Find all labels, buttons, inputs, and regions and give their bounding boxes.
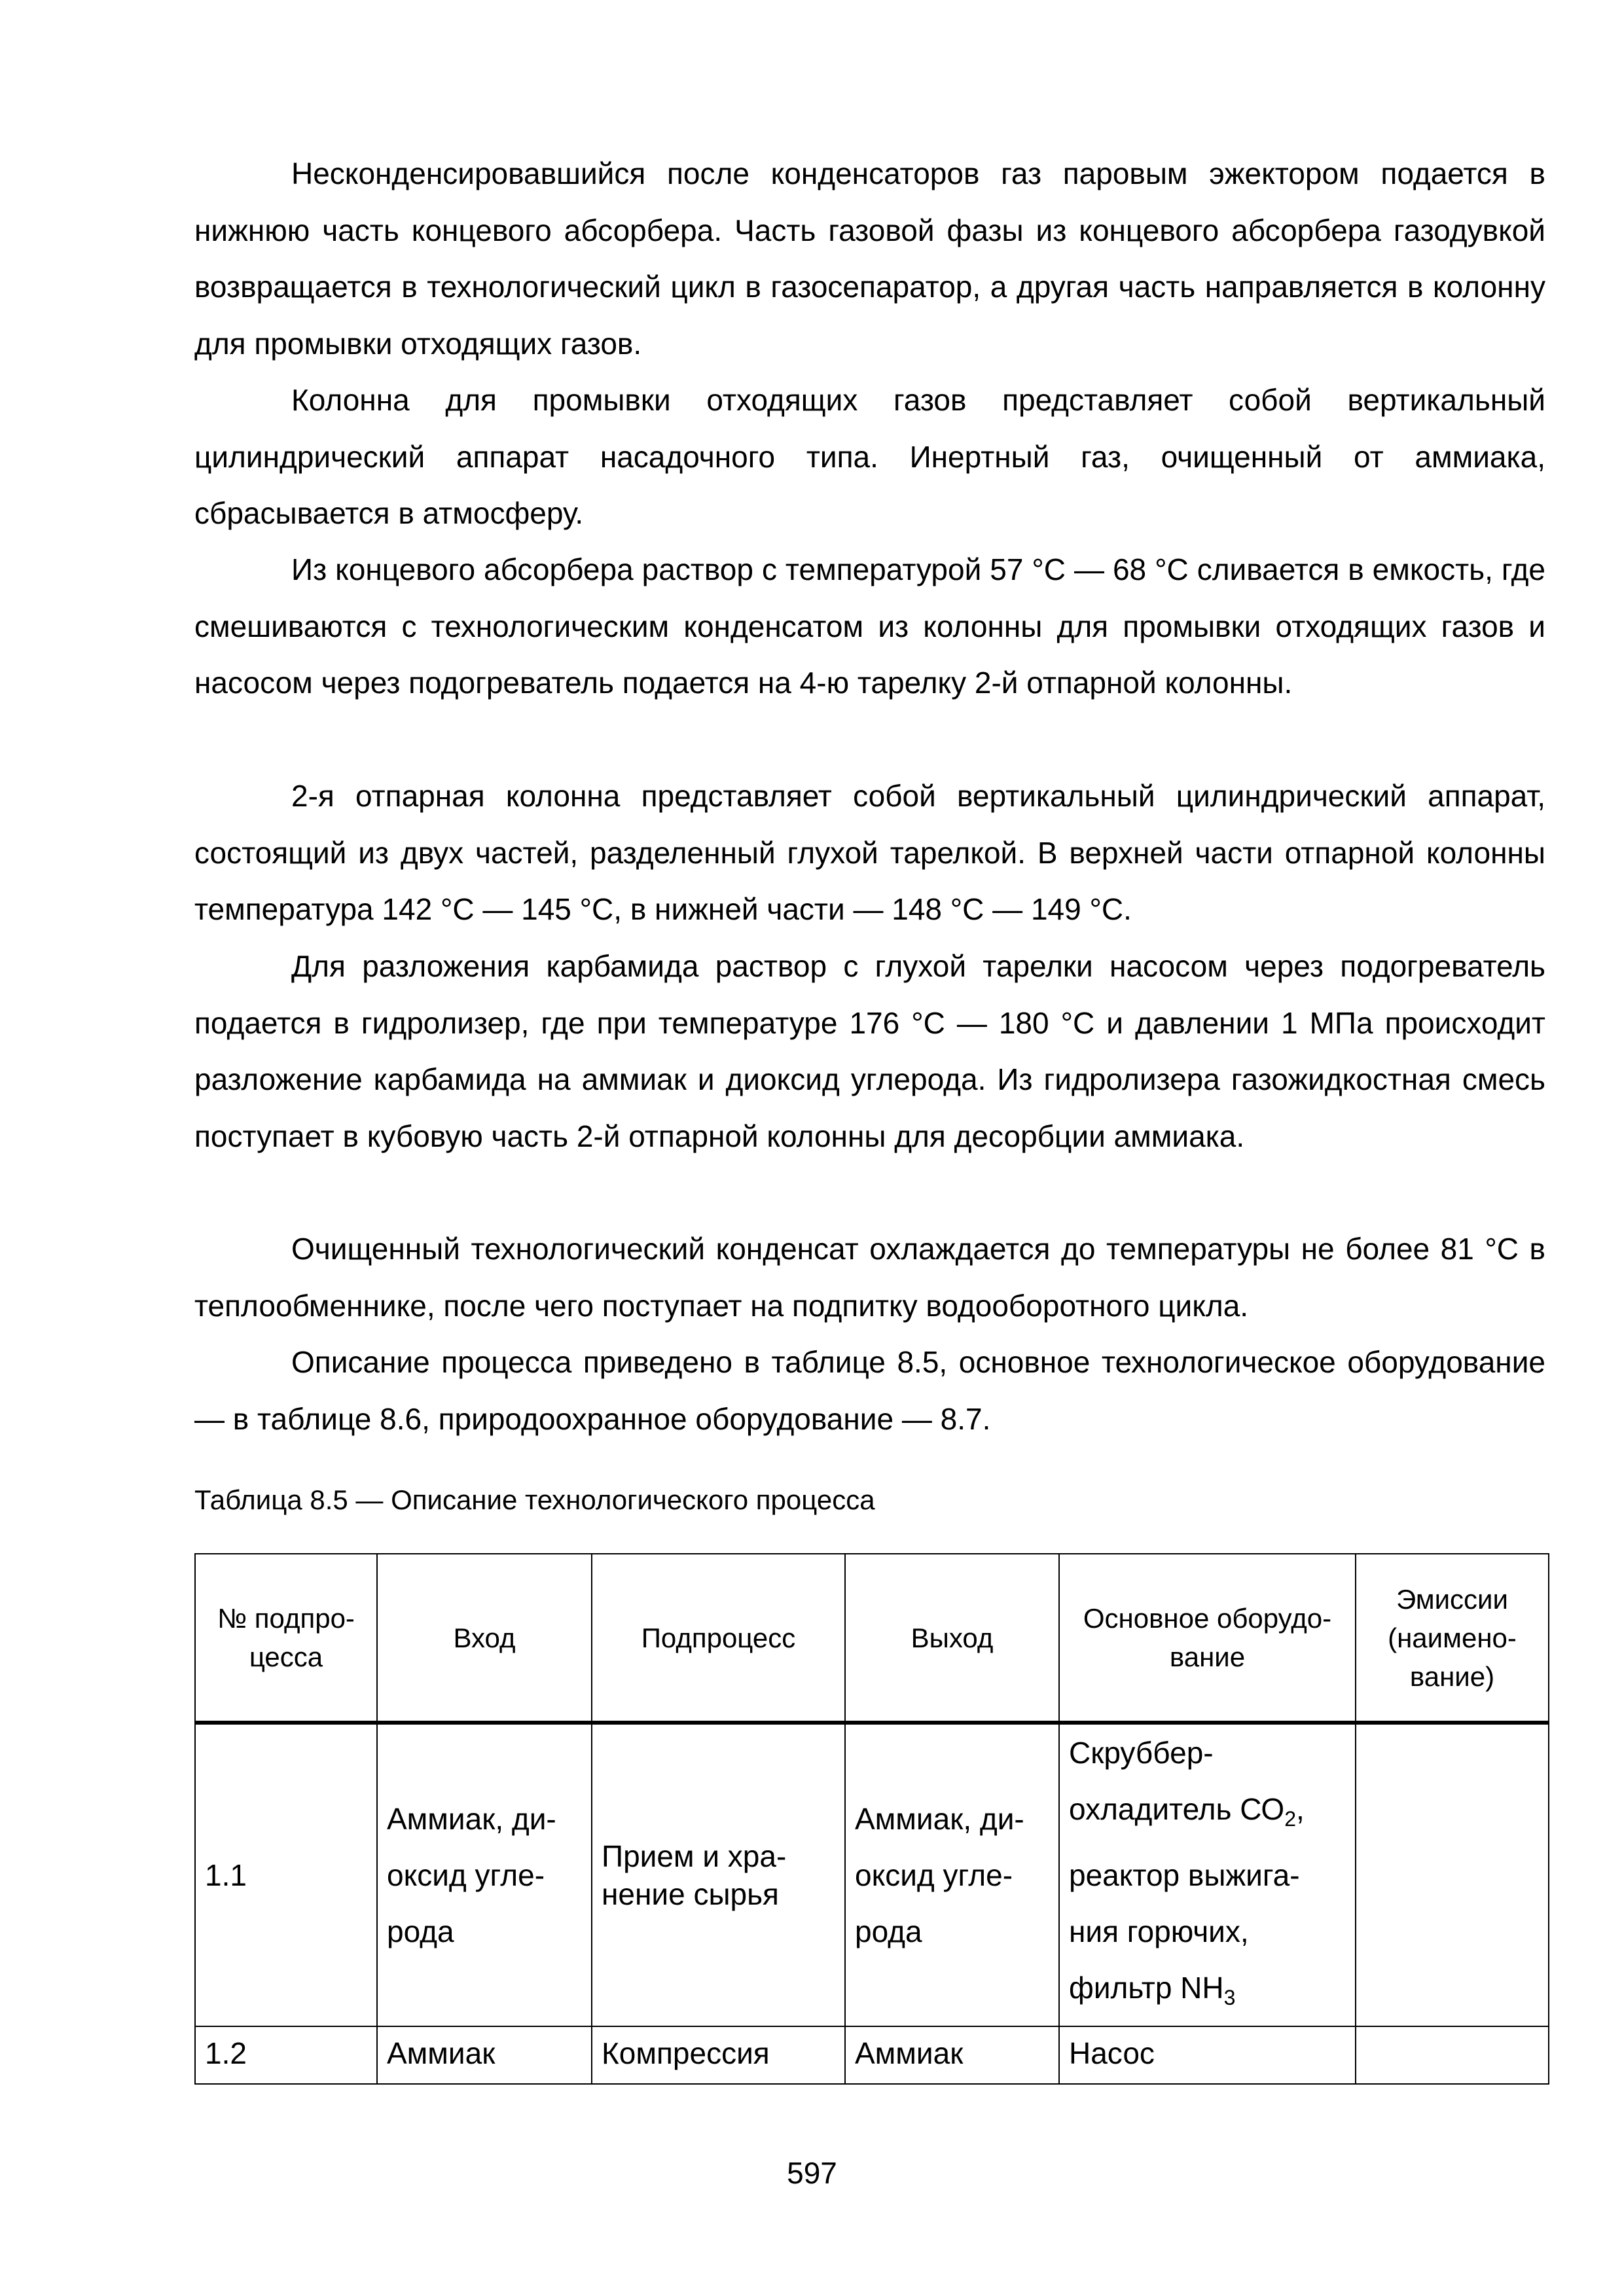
cell-main-equipment: Насос [1059, 2026, 1356, 2084]
cell-subprocess: Компрессия [592, 2026, 845, 2084]
cell-output: Аммиак, ди- оксид угле- рода [845, 1723, 1059, 2026]
cell-emissions [1356, 1723, 1549, 2026]
cell-emissions [1356, 2026, 1549, 2084]
header-output: Выход [845, 1554, 1059, 1723]
cell-input: Аммиак [377, 2026, 592, 2084]
body-paragraph: 2-я отпарная колонна представляет собой вертикальный цилиндрический аппарат, состоящий из двух частей, разделенный глухой тарелкой. В верхней части отпарной колонны температура 142 °С — 145 °С, в нижней части — 148 °С — 149 °С. [194, 779, 1545, 926]
table-caption: Таблица 8.5 — Описание технологического процесса [194, 1484, 875, 1515]
cell-main-equipment: Скруббер- охладитель $СО_2$, реактор выжига- ния горючих, фильтр $NH_3$ [1059, 1723, 1356, 2026]
cell-subprocess-number: 1.2 [195, 2026, 377, 2084]
process-table [194, 1553, 1549, 2085]
table-row [195, 1723, 1549, 2026]
body-paragraph: Для разложения карбамида раствор с глухой тарелки насосом через подогреватель подается в гидролизер, где при температуре 176 °С — 180 °С и давлении 1 МПа происходит разложение карбамида на аммиак и диоксид углерода. Из гидролизера газожидкостная смесь поступает в кубовую часть 2-й отпарной колонны для десорбции аммиака. [194, 949, 1545, 1153]
body-paragraph: Очищенный технологический конденсат охлаждается до температуры не более 81 °С в теплообменнике, после чего поступает на подпитку водооборотного цикла. [194, 1232, 1545, 1323]
cell-output: Аммиак [845, 2026, 1059, 2084]
cell-subprocess: Прием и хра- нение сырья [592, 1723, 845, 2026]
cell-input: Аммиак, ди- оксид угле- рода [377, 1723, 592, 2026]
body-paragraph: Описание процесса приведено в таблице 8.5, основное технологическое оборудование — в таблице 8.6, природоохранное оборудование — 8.7. [194, 1345, 1545, 1436]
cell-subprocess-number: 1.1 [195, 1723, 377, 2026]
header-subprocess: Подпроцесс [592, 1554, 845, 1723]
header-main-equipment: Основное оборудо- вание [1059, 1554, 1356, 1723]
header-emissions: Эмиссии (наимено- вание) [1356, 1554, 1549, 1723]
table-row [195, 2026, 1549, 2084]
page-number: 597 [787, 2156, 837, 2190]
table-header-row [195, 1554, 1549, 1723]
body-paragraph: Колонна для промывки отходящих газов представляет собой вертикальный цилиндрический аппарат насадочного типа. Инертный газ, очищенный от аммиака, сбрасывается в атмосферу. [194, 383, 1545, 530]
body-paragraph: Несконденсировавшийся после конденсаторов газ паровым эжектором подается в нижнюю часть концевого абсорбера. Часть газовой фазы из концевого абсорбера газодувкой возвращается в технологический цикл в газосепаратор, а другая часть направляется в колонну для промывки отходящих газов. [194, 156, 1545, 361]
header-input: Вход [377, 1554, 592, 1723]
header-subprocess-number: № подпро- цесса [195, 1554, 377, 1723]
body-paragraph: Из концевого абсорбера раствор с температурой 57 °С — 68 °С сливается в емкость, где смешиваются с технологическим конденсатом из колонны для промывки отходящих газов и насосом через подогреватель подается на 4-ю тарелку 2-й отпарной колонны. [194, 552, 1545, 700]
